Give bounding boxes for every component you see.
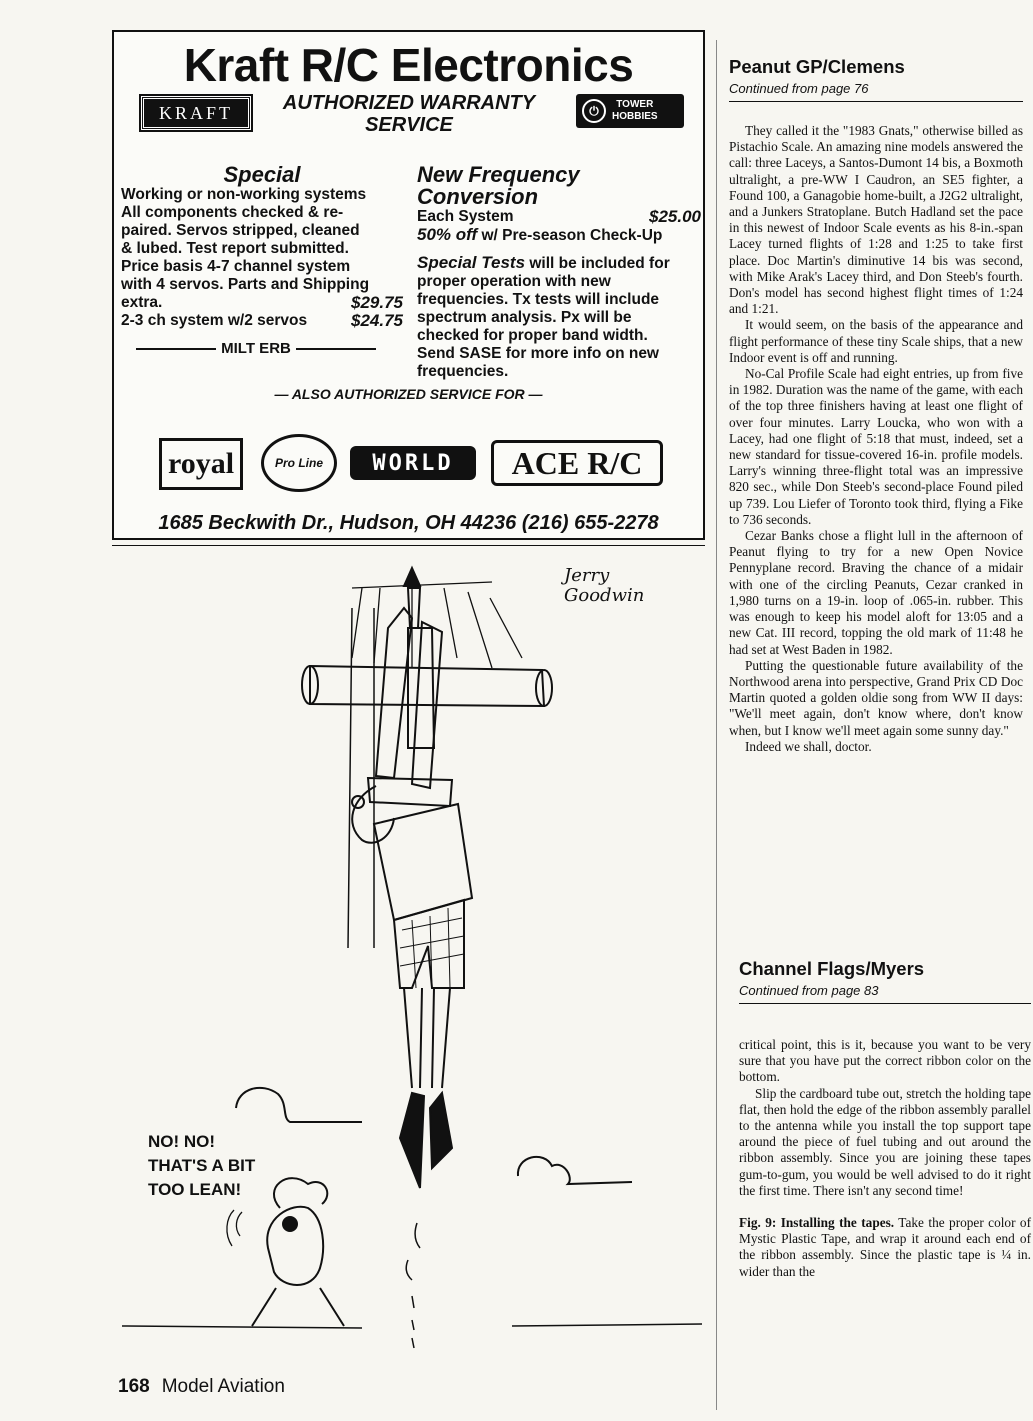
royal-logo: royal <box>159 438 243 490</box>
tests-line: Send SASE for more info on new <box>417 345 659 362</box>
warranty-line-1: AUTHORIZED WARRANTY <box>282 92 536 114</box>
special-line: with 4 servos. Parts and Shipping <box>121 276 370 293</box>
milt-erb-name: MILT ERB <box>221 340 291 357</box>
article-body <box>729 123 1023 755</box>
warranty-heading <box>259 92 559 136</box>
figure-paragraph <box>739 1215 1031 1280</box>
continued-from: Continued from page 83 <box>739 983 1031 1004</box>
caption-line: NO! NO! <box>148 1132 216 1151</box>
special-line: All components checked & re- <box>121 204 344 221</box>
article-body <box>739 1037 1031 1280</box>
tests-bold: Special Tests <box>417 253 526 272</box>
article-title: Peanut GP/Clemens <box>729 56 905 77</box>
tests-line: checked for proper band width. <box>417 327 648 344</box>
frequency-heading: New Frequency Conversion <box>417 162 580 209</box>
discount-rest: w/ Pre-season Check-Up <box>477 227 663 244</box>
tests-line: frequencies. <box>417 363 509 380</box>
paragraph: Putting the questionable future availability of the Northwood arena into perspective, Grand Prix CD Doc Martin quoted a golden oldie song from WW II days: "We'll meet again, don't know where, don't know when, but I know we'll meet again some sunny day." <box>729 657 1023 738</box>
tower-logo-line-2: HOBBIES <box>612 111 658 122</box>
paragraph: critical point, this is it, because you want to be very sure that you have put the correct ribbon color on the bottom. <box>739 1037 1031 1085</box>
tower-emblem-icon: ⏻ <box>582 99 606 123</box>
continued-from: Continued from page 76 <box>729 81 1023 102</box>
artist-signature <box>564 566 644 606</box>
special-line: Price basis 4-7 channel system <box>121 258 351 275</box>
paragraph: No-Cal Profile Scale had eight entries, up from five in 1982. Duration was the name of the game, with each of the top three finishers having at least one flight of over four minutes. Larry Loucka, who won with a Lacey, had one flight of 5:18 that must, indeed, set a new standard for tissue-covered 16-in. profile models. Larry's winning three-flight total was an impressive 820 sec., while Don Steeb's second-place Found piled up 739. Lou Liefer of Toronto took third, flying a Fike to 736 seconds. <box>729 366 1023 527</box>
signature-line-1: Jerry <box>564 565 610 586</box>
figure-text: Take the proper color of Mystic Plastic Tape, and wrap it around each end of the ribbon assembly. Since the plastic tape is ¼ in. wider than the <box>739 1215 1031 1279</box>
also-authorized-heading: — ALSO AUTHORIZED SERVICE FOR — <box>274 386 543 402</box>
page-number: 168 <box>118 1376 150 1397</box>
ad-address: 1685 Beckwith Dr., Hudson, OH 44236 (216) 655-2278 <box>158 512 659 534</box>
special-price-row <box>121 294 403 312</box>
article-title: Channel Flags/Myers <box>739 958 925 979</box>
paragraph: Slip the cardboard tube out, stretch the holding tape flat, then hold the edge of the ribbon assembly parallel to the antenna while you install the top support tape around the piece of fuel tubing and out around the ribbon assembly. Since you are joining these tapes gum-to-gum, you would be well advised to do it right the first time. There isn't any second time! <box>739 1085 1031 1198</box>
paragraph: They called it the "1983 Gnats," otherwise billed as Pistachio Scale. An amazing nine models answered the call: three Laceys, a Santos-Dumont 14 bis, a Boxmoth ultralight, a pre-WW I Caudron, an SE5 fighter, a Found 100, a Ganagobie home-built, a J2G2 ultralight, and a Junkers Stratoplane. Butch Hadland set the pace in this newest of Indoor Scale events as his 8-in.-span Lacey turned flights of 1:28 and 1:25 to take first place. Doc Martin's diminutive 14 bis was second, with Mike Arak's Lacey third, and Don Steeb's fourth. Don's model has second highest flight times of 1:24 and 1:21. <box>729 123 1023 317</box>
brand-logos <box>154 434 669 494</box>
kraft-advertisement <box>112 30 705 540</box>
cartoon-caption <box>148 1130 255 1202</box>
each-system-label: Each System <box>417 208 514 225</box>
cartoon-drawing <box>112 548 705 1368</box>
ace-rc-logo: ACE R/C <box>491 440 663 486</box>
signature-line-2: Goodwin <box>564 585 645 606</box>
special-line: Working or non-working systems <box>121 186 367 203</box>
discount-bold: 50% off <box>417 225 478 244</box>
world-logo: WORLD <box>350 446 476 480</box>
ad-bottom-rule <box>112 545 705 546</box>
tower-logo-line-1: TOWER <box>616 99 654 110</box>
article-channel-flags <box>739 958 1031 1280</box>
tests-line: will be included for <box>525 255 670 272</box>
frequency-column <box>417 164 701 381</box>
caption-line: THAT'S A BIT <box>148 1156 256 1175</box>
article-peanut-gp <box>729 56 1023 755</box>
price-2-3ch: $24.75 <box>351 311 403 330</box>
tests-paragraph <box>417 254 701 381</box>
cartoon <box>112 548 705 1368</box>
special-heading: Special <box>223 162 301 187</box>
special-line: paired. Servos stripped, cleaned <box>121 222 360 239</box>
paragraph: It would seem, on the basis of the appearance and flight performance of these tiny Scale ships, that a new Indoor event is off and running. <box>729 317 1023 365</box>
tests-line: proper operation with new <box>417 273 611 290</box>
warranty-line-2: SERVICE <box>365 114 453 136</box>
special-column <box>121 164 403 330</box>
tower-hobbies-logo <box>576 94 684 128</box>
caption-line: TOO LEAN! <box>148 1180 242 1199</box>
special-line: & lubed. Test report submitted. <box>121 240 349 257</box>
special-price-row-2 <box>121 312 403 330</box>
discount-line <box>417 226 701 245</box>
page-footer <box>118 1376 285 1398</box>
kraft-logo: KRAFT <box>141 96 251 130</box>
price-4-7ch: $29.75 <box>351 293 403 312</box>
magazine-name: Model Aviation <box>161 1376 285 1397</box>
each-system-price: $25.00 <box>649 207 701 226</box>
each-system-row <box>417 208 701 226</box>
2-3ch-label: 2-3 ch system w/2 servos <box>121 312 308 329</box>
paragraph: Cezar Banks chose a flight lull in the afternoon of Peanut flying to try for a new Open Novice Pennyplane record. Braving the chance of a midair with one of the circling Peanuts, Cezar cranked in 1,980 turns on a 19-in. loop of .065-in. rubber. This was enough to keep his model aloft for 13:05 and a new Cat. III record, topping the old mark of 11:48 he had set at West Baden in 1982. <box>729 528 1023 657</box>
column-divider <box>716 40 717 1410</box>
tests-line: frequencies. Tx tests will include <box>417 291 660 308</box>
figure-label: Fig. 9: Installing the tapes. <box>739 1215 895 1231</box>
proline-logo: Pro Line <box>261 434 337 492</box>
milt-erb-signature <box>136 340 376 357</box>
extra-label: extra. <box>121 294 163 311</box>
tests-line: spectrum analysis. Px will be <box>417 309 632 326</box>
ad-title: Kraft R/C Electronics <box>183 39 634 91</box>
paragraph: Indeed we shall, doctor. <box>745 738 872 754</box>
